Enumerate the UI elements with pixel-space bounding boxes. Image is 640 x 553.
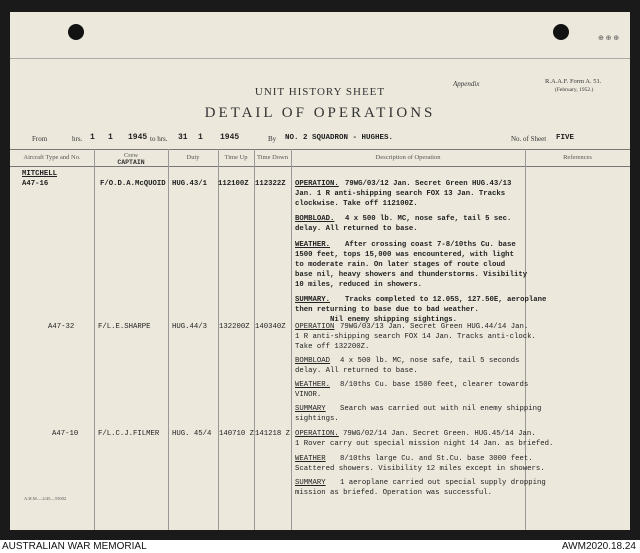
section-line: 1500 feet, tops 15,000 was encountered, with light (295, 251, 514, 259)
section-label-continued: VINOR. (295, 391, 322, 399)
to-year: 1945 (220, 133, 240, 142)
time-down: 141218 Z (255, 430, 291, 438)
to-month: 1 (198, 133, 203, 142)
section-label: OPERATION (295, 323, 335, 331)
section-line: 79WG/03/13 Jan. Secret Green HUG.44/14 Jan. (340, 323, 529, 331)
section-line: then returning to base due to bad weather. (295, 306, 479, 314)
section-line: 79WG/03/12 Jan. Secret Green HUG.43/13 (345, 180, 512, 188)
section-line: 1 Rover carry out special mission night 14 Jan. as briefed. (295, 440, 554, 448)
col-head-references: References (563, 154, 592, 161)
col-head-description: Description of Operation (375, 154, 441, 161)
section-line: Tracks completed to 12.05S, 127.50E, aeroplane (345, 296, 547, 304)
top-fold-line (10, 58, 630, 59)
section-line: Take off 132200Z. (295, 343, 370, 351)
section-line: mission as briefed. Operation was successful. (295, 489, 493, 497)
from-label: From (32, 135, 48, 143)
section-line: delay. All returned to base. (295, 367, 418, 375)
section-line: 10 miles, reduced in showers. (295, 281, 422, 289)
section-line: 8/10ths large Cu. and St.Cu. base 3000 feet. (340, 455, 533, 463)
to-day: 31 (178, 133, 188, 142)
form-number: R.A.A.F. Form A. 51. (545, 78, 602, 85)
col-divider-2 (168, 149, 169, 530)
section-line: 1 R anti-shipping search FOX 14 Jan. Tracks anti-clock. (295, 333, 536, 341)
archive-reference: AWM2020.18.24 (561, 541, 636, 552)
sheet-label: No. of Sheet (511, 135, 547, 143)
time-up: 140710 Z (219, 430, 255, 438)
document-sheet (10, 12, 630, 530)
time-down: 112322Z (255, 180, 286, 188)
col-head-aircraft: Aircraft Type and No. (23, 154, 81, 161)
section-line: 8/10ths Cu. base 1500 feet, clearer towards (340, 381, 529, 389)
duty: HUG. 45/4 (172, 430, 212, 438)
section-line: delay. All returned to base. (295, 225, 418, 233)
time-up: 132200Z (219, 323, 250, 331)
section-line: 1 aeroplane carried out special supply dropping (340, 479, 546, 487)
from-day: 1 (90, 133, 95, 142)
table-header-rule (10, 166, 630, 167)
aircraft-number: A47-16 (22, 180, 49, 188)
duty: HUG.44/3 (172, 323, 208, 331)
section-line: Scattered showers. Visibility 12 miles except in showers. (295, 465, 545, 473)
section-label: BOMBLOAD. (295, 215, 335, 223)
col-head-time-up: Time Up (224, 154, 248, 161)
section-label: SUMMARY (295, 479, 326, 487)
section-label: BOMBLOAD (295, 357, 331, 365)
punch-hole-left (68, 24, 84, 40)
section-label: SUMMARY (295, 405, 326, 413)
section-line: clockwise. Take off 112100Z. (295, 200, 418, 208)
time-down: 140340Z (255, 323, 286, 331)
unit-history-title: UNIT HISTORY SHEET (254, 86, 386, 98)
col-divider-1 (94, 149, 95, 530)
aircraft-number: A47-32 (48, 323, 75, 331)
from-month: 1 (108, 133, 113, 142)
section-line: sightings. (295, 415, 339, 423)
detail-of-operations-title: DETAIL OF OPERATIONS (204, 105, 436, 121)
aircraft-type: MITCHELL (22, 170, 58, 178)
by-label: By (268, 135, 277, 143)
table-top-rule (10, 149, 630, 150)
section-line: Nil enemy shipping sightings. (330, 316, 457, 324)
col-divider-3 (218, 149, 219, 530)
section-line: After crossing coast 7-8/10ths Cu. base (345, 241, 516, 249)
from-year: 1945 (128, 133, 148, 142)
section-line: 79WG/02/14 Jan. Secret Green. HUG.45/14 Jan. (343, 430, 536, 438)
aircraft-number: A47-10 (52, 430, 79, 438)
col-head-captain: CAPTAIN (117, 159, 145, 166)
appendix-label: Appendix (453, 80, 480, 88)
section-line: 4 x 500 lb. MC, nose safe, tail 5 seconds (340, 357, 520, 365)
archive-caption: AUSTRALIAN WAR MEMORIAL (2, 541, 147, 552)
section-line: to moderate rain. On later stages of route cloud (295, 261, 506, 269)
section-label: WEATHER. (295, 241, 331, 249)
section-line: Search was carried out with nil enemy shipping (340, 405, 542, 413)
section-label: WEATHER. (295, 381, 331, 389)
squadron-name: NO. 2 SQUADRON - HUGHES. (285, 134, 394, 142)
hrs-label: hrs. (72, 135, 83, 143)
section-label: OPERATION. (295, 180, 339, 188)
section-label: OPERATION. (295, 430, 339, 438)
section-line: base nil, heavy showers and thunderstorms. Visibility (295, 271, 528, 279)
col-head-crew: Crew (123, 152, 139, 159)
corner-mark: ⊕ ⊕ ⊕ (598, 34, 620, 42)
section-label: SUMMARY. (295, 296, 331, 304)
col-divider-4 (254, 149, 255, 530)
col-divider-5 (291, 149, 292, 530)
crew-captain: F/O.D.A.McQUOID (100, 180, 166, 188)
col-head-duty: Duty (186, 154, 200, 161)
sheet-number: FIVE (556, 134, 575, 142)
form-date: (February, 1952.) (555, 87, 594, 93)
col-head-time-down: Time Down (256, 154, 288, 161)
footer-code: A.H.M.—2/45—55002 (24, 496, 67, 501)
punch-hole-right (553, 24, 569, 40)
to-hrs-label: to hrs. (150, 135, 168, 143)
section-label: WEATHER (295, 455, 326, 463)
crew-captain: F/L.C.J.FILMER (98, 430, 160, 438)
time-up: 112100Z (218, 180, 249, 188)
duty: HUG.43/1 (172, 180, 208, 188)
crew-captain: F/L.E.SHARPE (98, 323, 151, 331)
section-line: Jan. 1 R anti-shipping search FOX 13 Jan. Tracks (295, 190, 506, 198)
section-line: 4 x 500 lb. MC, nose safe, tail 5 sec. (345, 215, 512, 223)
